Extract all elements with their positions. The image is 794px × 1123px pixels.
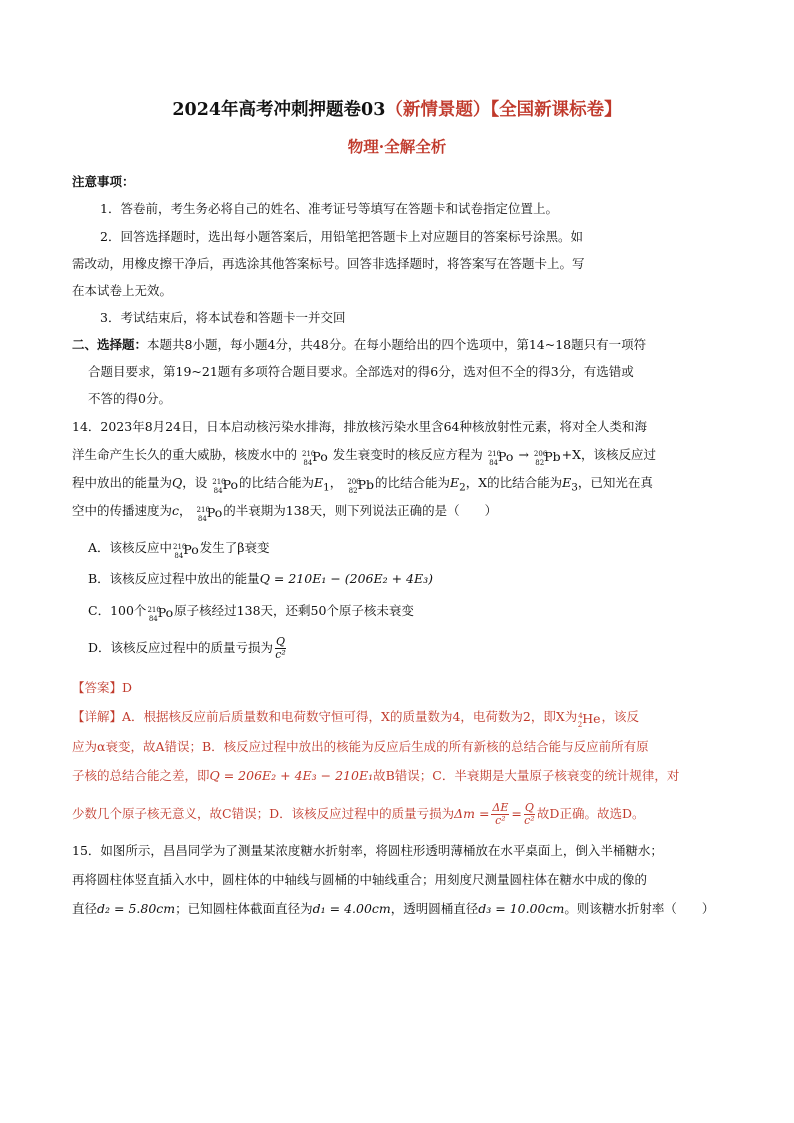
equals: = [511, 806, 522, 822]
symbol-e: E [314, 475, 324, 490]
symbol: Po [312, 449, 328, 464]
mass-number: 206 [533, 449, 548, 458]
q14-option-b [88, 573, 433, 586]
mass-number: 210 [147, 605, 161, 614]
title-main: 2024年高考冲刺押题卷03 [172, 100, 386, 120]
mass-number: 210 [212, 477, 226, 486]
po-nuclide [302, 451, 328, 467]
subscript: 1 [323, 481, 330, 494]
q15-text: ；已知圆柱体截面直径为 [175, 901, 313, 916]
section-line-3: 不答的得0分。 [88, 391, 171, 406]
subscript: 2 [459, 481, 466, 494]
atomic-number: 84 [197, 514, 207, 523]
symbol: Po [206, 505, 223, 520]
equation: Q = 210E₁ − (206E₂ + 4E₃) [259, 571, 434, 586]
q14-line-1: 14．2023年8月24日，日本启动核污染水排海，排放核污染水里含64种核放射性元素，将对全人类和海 [72, 419, 647, 434]
detail-text: A．根据核反应前后质量数和电荷数守恒可得，X的质量数为4，电荷数为2，即X为 [122, 709, 578, 724]
q15-text: 直径 [72, 901, 98, 916]
q14-text: ，设 [182, 475, 208, 490]
symbol-q: Q [172, 475, 183, 490]
q14-answer: 【答案】D [72, 680, 133, 695]
q15-line-3 [72, 903, 714, 916]
note-item-2-line3: 在本试卷上无效。 [72, 283, 173, 298]
numerator: Q [524, 801, 534, 814]
section-text-1: 本题共8小题，每小题4分，共48分。在每小题给出的四个选项中，第14~18题只有一项符 [147, 337, 647, 352]
q15-text: ，透明圆桶直径 [390, 901, 479, 916]
atomic-number: 84 [489, 458, 499, 467]
mass-number: 210 [173, 542, 187, 551]
equation: d₁ = 4.00cm [312, 901, 391, 916]
q14-text: ，该核反应过 [581, 447, 657, 462]
equation: d₃ = 10.00cm [478, 901, 565, 916]
arrow: → [518, 447, 529, 462]
q14-text: ，已知光在真 [577, 475, 653, 490]
symbol-e: E [562, 475, 572, 490]
atomic-number: 82 [535, 458, 545, 467]
equation: Δm = [454, 806, 490, 822]
q14-text: 发生衰变时的核反应方程为 [332, 447, 483, 462]
page-subtitle: 物理·全解全析 [347, 137, 447, 156]
atomic-number: 84 [303, 458, 313, 467]
mass-number: 210 [196, 505, 210, 514]
detail-label: 【详解】 [72, 709, 123, 724]
fraction [491, 802, 509, 827]
po-nuclide [197, 507, 223, 523]
q15-line-2: 再将圆柱体竖直插入水中，圆柱体的中轴线与圆桶的中轴线重合；用刻度尺测量圆柱体在糖水中成的像的 [72, 872, 648, 887]
denominator: c² [524, 814, 535, 828]
atomic-number: 2 [577, 720, 583, 729]
symbol: Po [183, 542, 199, 557]
denominator: c² [495, 814, 506, 828]
detail-text: ，该反 [601, 709, 640, 724]
detail-text: 故B错误；C．半衰期是大量原子核衰变的统计规律，对 [373, 768, 680, 783]
q14-text: 空中的传播速度为 [72, 503, 173, 518]
symbol-e: E [450, 475, 460, 490]
atomic-number: 84 [213, 486, 223, 495]
numerator: ΔE [492, 801, 509, 814]
q14-detail-line-2: 应为α衰变，故A错误；B．核反应过程中放出的核能为反应后生成的所有新核的总结合能与反应前所有原 [72, 739, 649, 754]
equation: d₂ = 5.80cm [97, 901, 176, 916]
symbol-c: c [172, 503, 180, 518]
symbol: Po [157, 605, 174, 620]
q14-text: ，X的比结合能为 [465, 475, 563, 490]
equation: Q = 206E₂ + 4E₃ − 210E₁ [209, 768, 374, 783]
section-line-2: 合题目要求，第19~21题有多项符合题目要求。全部选对的得6分，选对但不全的得3分，有选错或 [88, 364, 634, 379]
symbol: He [582, 711, 601, 726]
q14-text: 的比结合能为 [374, 475, 450, 490]
denominator: c² [275, 648, 286, 662]
subscript: 3 [571, 481, 578, 494]
plus-x: +X [561, 447, 581, 462]
option-text: D．该核反应过程中的质量亏损为 [88, 640, 274, 656]
po-nuclide [173, 544, 199, 560]
q14-line-2 [72, 449, 656, 467]
mass-number: 206 [347, 477, 361, 486]
po-nuclide [212, 479, 238, 495]
detail-text: 故D正确。故选D。 [536, 806, 645, 822]
option-text: C．100个 [88, 603, 147, 618]
title-bracket: 【全国新课标卷】 [490, 100, 622, 120]
q14-line-4 [72, 505, 497, 523]
option-text: 发生了β衰变 [199, 540, 270, 555]
q14-detail-line-1 [72, 711, 639, 729]
q14-option-a [88, 542, 270, 560]
mass-number: 210 [302, 449, 316, 458]
atomic-number: 84 [174, 551, 184, 560]
q14-text: 程中放出的能量为 [72, 475, 173, 490]
q14-text: ， [179, 503, 192, 518]
option-text: 原子核经过138天，还剩50个原子核未衰变 [174, 603, 414, 618]
q14-option-d [88, 636, 288, 661]
option-text: A．该核反应中 [88, 540, 173, 555]
symbol: Po [498, 449, 514, 464]
symbol: Po [222, 477, 238, 492]
detail-text: 少数几个原子核无意义，故C错误；D．该核反应过程中的质量亏损为 [72, 806, 455, 822]
option-text: B．该核反应过程中放出的能量 [88, 571, 260, 586]
q14-text: ， [329, 475, 343, 490]
q14-text: 的比结合能为 [239, 475, 315, 490]
po-nuclide [147, 607, 173, 623]
fraction [275, 636, 286, 661]
numerator: Q [276, 635, 286, 648]
page-title [0, 96, 794, 121]
mass-number: 4 [578, 711, 583, 720]
q14-detail-line-3 [72, 770, 679, 783]
section-lead: 二、选择题： [72, 337, 148, 352]
q14-detail-line-4 [72, 802, 644, 827]
symbol: Pb [357, 477, 374, 492]
pb-nuclide [534, 451, 561, 467]
section-line-1 [72, 339, 646, 352]
q15-line-1: 15．如图所示，昌昌同学为了测量某浓度糖水折射率，将圆柱形透明薄桶放在水平桌面上，倒入半桶糖水； [72, 843, 663, 858]
po-nuclide [488, 451, 514, 467]
symbol: Pb [544, 449, 561, 464]
note-item-2-line1: 2．回答选择题时，选出每小题答案后，用铅笔把答题卡上对应题目的答案标号涂黑。如 [100, 229, 583, 244]
note-item-3: 3．考试结束后，将本试卷和答题卡一并交回 [100, 310, 346, 325]
q14-text: 的半衰期为138天，则下列说法正确的是（ ） [223, 503, 498, 518]
atomic-number: 82 [348, 486, 358, 495]
q14-line-3 [72, 477, 653, 495]
atomic-number: 84 [148, 614, 158, 623]
note-item-1: 1．答卷前，考生务必将自己的姓名、准考证号等填写在答题卡和试卷指定位置上。 [100, 201, 558, 216]
note-item-2-line2: 需改动，用橡皮擦干净后，再选涂其他答案标号。回答非选择题时，将答案写在答题卡上。写 [72, 256, 585, 271]
mass-number: 210 [487, 449, 502, 458]
notes-heading: 注意事项： [72, 174, 135, 189]
q14-option-c [88, 605, 414, 623]
q15-text: 。则该糖水折射率（ ） [564, 901, 715, 916]
he-nuclide [578, 713, 600, 729]
fraction [524, 802, 535, 827]
detail-text: 子核的总结合能之差，即 [72, 768, 210, 783]
title-paren: （新情景题） [385, 100, 491, 120]
q14-text: 洋生命产生长久的重大威胁，核废水中的 [72, 447, 298, 462]
pb-nuclide [347, 479, 374, 495]
